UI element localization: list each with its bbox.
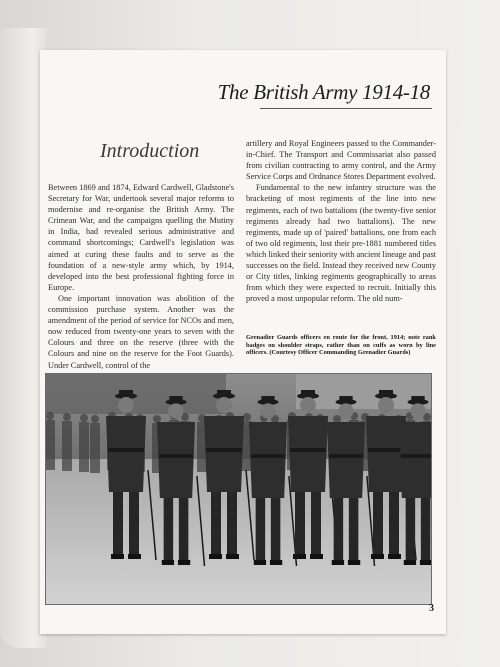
text-column-left [48,182,234,371]
photo-illustration [46,374,431,604]
paragraph: Between 1869 and 1874, Edward Cardwell, Gladstone's Secretary for War, undertook several major reforms to modernise and re-organise the British Army. The Crimean War, and the campaigns quelling the Mutiny in India, had revealed serious administrative and command shortcomings; Cardwell's legislation was aimed at curing these faults and to serve as the foundation of a new-style army which, by 1914, developed into the best professional fighting force in Europe. [48,183,234,292]
paragraph: artillery and Royal Engineers passed to the Commander-in-Chief. The Transport and Commissariat also passed from civilian contracting to army control, and the Army Service Corps and Ordnance Stores Department evolved. [246,139,436,182]
page-number: 3 [429,603,434,614]
section-heading: Introduction [100,140,200,162]
photo-caption: Grenadier Guards officers en route for the front, 1914; note rank badges on shoulder straps, rather than on cuffs as worn by line officers. (Courtesy Officer Commanding Grenadier Guards) [246,334,436,357]
text-column-right [246,138,436,304]
grenadier-guards-officers-photo [45,373,432,605]
paragraph: Fundamental to the new infantry structure was the bracketing of most regiments of the line into new regiments, each of two battalions (the twenty-five senior regiments already had two battalions). The new regiments, made up of 'paired' battalions, one from each of two old regiments, lost their pre-1881 numbered titles which linked their seniority with ancient lineage and past successes on the field. Instead they received new County or City titles, linking regiments geographically to areas from which they were expected to recruit. Initially this proved a most unpopular reform. The old num- [246,183,436,304]
book-page [40,50,446,634]
header-rule [260,108,432,109]
paragraph: One important innovation was abolition of the commission purchase system. Another was the amendment of the period of service for NCOs and men, now reduced from twenty-one years to seven with the Colours and three on the reserve (three with the Colours and nine on the reserve for the Foot Guards). Under Cardwell, control of the [48,293,234,370]
running-header-title: The British Army 1914-18 [217,80,430,104]
